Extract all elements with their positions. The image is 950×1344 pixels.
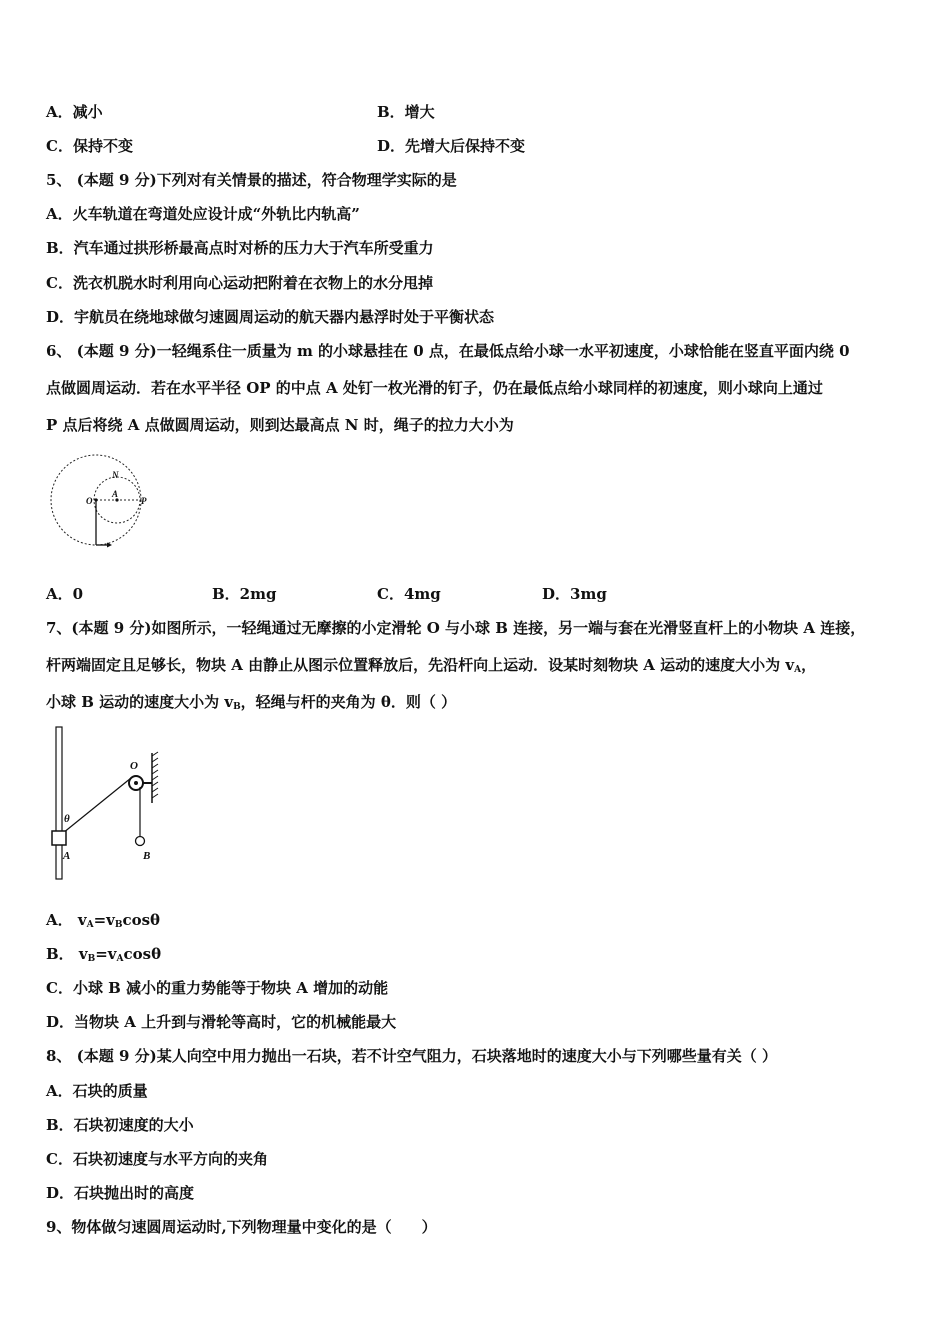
- q6-circle-figure: [46, 452, 161, 552]
- q5-option-d: D．宇航员在绕地球做匀速圆周运动的航天器内悬浮时处于平衡状态: [46, 308, 495, 326]
- q7-stem-line1: 7、(本题 9 分)如图所示，一轻绳通过无摩擦的小定滑轮 O 与小球 B 连接，另一端与套在光滑竖直杆上的小物块 A 连接，: [46, 619, 866, 637]
- q5-stem: 5、 (本题 9 分)下列对有关情景的描述，符合物理学实际的是: [46, 171, 457, 189]
- q7-pulley-figure: [48, 725, 163, 885]
- q4-option-b: B．增大: [377, 103, 435, 121]
- q7-stem-line3: 小球 B 运动的速度大小为 $v_B$，轻绳与杆的夹角为 θ．则（ ）: [46, 693, 457, 712]
- q7-ball-b: [136, 837, 145, 846]
- q6-stem-line3: P 点后将绕 A 点做圆周运动，则到达最高点 N 时，绳子的拉力大小为: [46, 416, 514, 434]
- q7-option-b: B． $v_B=v_A\cos\theta$: [46, 945, 162, 964]
- q6-stem-line2: 点做圆周运动．若在水平半径 OP 的中点 A 处钉一枚光滑的钉子，仍在最低点给小球同样的初速度，则小球向上通过: [46, 379, 823, 397]
- q5-option-a: A．火车轨道在弯道处应设计成“外轨比内轨高”: [46, 205, 360, 223]
- q7-stem-line2: 杆两端固定且足够长，物块 A 由静止从图示位置释放后，先沿杆向上运动．设某时刻物块 A 运动的速度大小为 $v_A$，: [46, 656, 817, 675]
- q7-vertical-rod: [56, 727, 62, 879]
- q7-label-a: A: [63, 850, 71, 862]
- q4-option-d: D．先增大后保持不变: [377, 137, 526, 155]
- q5-option-c: C．洗衣机脱水时利用向心运动把附着在衣物上的水分甩掉: [46, 274, 433, 292]
- q6-option-a: A．0: [46, 585, 84, 603]
- q8-option-d: D．石块抛出时的高度: [46, 1184, 195, 1202]
- q7-label-theta: θ: [64, 813, 70, 825]
- q6-stem-line1: 6、 (本题 9 分)一轻绳系住一质量为 m 的小球悬挂在 0 点，在最低点给小球一水平初速度，小球恰能在竖直平面内绕 0: [46, 342, 850, 360]
- q8-option-b: B．石块初速度的大小: [46, 1116, 194, 1134]
- q6-option-b: B．2mg: [212, 585, 277, 603]
- q6-label-a: A: [112, 489, 119, 499]
- q4-option-c: C．保持不变: [46, 137, 133, 155]
- q6-option-d: D．3mg: [542, 585, 607, 603]
- q4-option-a: A．减小: [46, 103, 103, 121]
- q6-option-c: C．4mg: [377, 585, 441, 603]
- q7-label-o: O: [130, 760, 138, 772]
- q7-option-c: C．小球 B 减小的重力势能等于物块 A 增加的动能: [46, 979, 389, 997]
- q7-option-d: D．当物块 A 上升到与滑轮等高时，它的机械能最大: [46, 1013, 397, 1031]
- q7-block-a: [52, 831, 66, 845]
- q7-rope-to-a: [63, 778, 131, 833]
- q7-option-a: A． $v_A=v_B\cos\theta$: [46, 911, 161, 930]
- q6-point-o: [94, 498, 97, 501]
- q6-label-p: P: [141, 496, 147, 506]
- q5-option-b: B．汽车通过拱形桥最高点时对桥的压力大于汽车所受重力: [46, 239, 434, 257]
- q8-option-c: C．石块初速度与水平方向的夹角: [46, 1150, 268, 1168]
- q9-stem: 9、物体做匀速圆周运动时,下列物理量中变化的是（ ）: [46, 1218, 437, 1236]
- q6-label-o: O: [86, 496, 93, 506]
- q7-label-b: B: [143, 850, 151, 862]
- q8-option-a: A．石块的质量: [46, 1082, 148, 1100]
- q6-label-n: N: [112, 470, 119, 480]
- q8-stem: 8、 (本题 9 分)某人向空中用力抛出一石块，若不计空气阻力，石块落地时的速度大小与下列哪些量有关（ ）: [46, 1047, 777, 1065]
